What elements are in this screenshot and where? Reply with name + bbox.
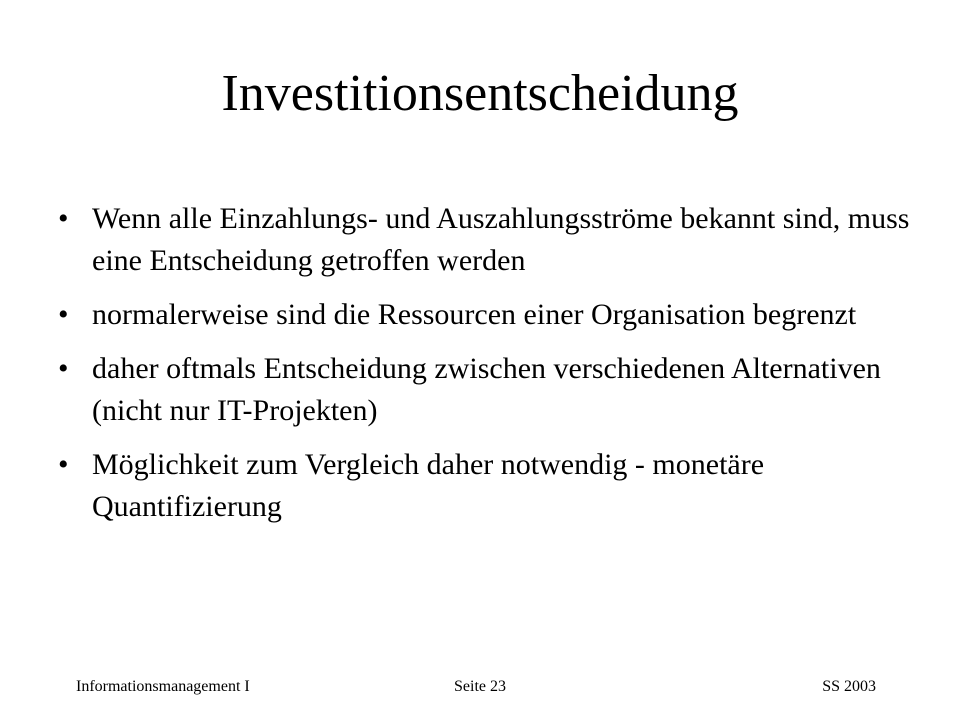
bullet-text-3: daher oftmals Entscheidung zwischen verschiedenen Alternativen (nicht nur IT-Projekten): [92, 352, 881, 427]
bullet-item-1: [58, 198, 918, 282]
bullet-item-2: [58, 294, 918, 336]
bullet-text-1: Wenn alle Einzahlungs- und Auszahlungsströme bekannt sind, muss eine Entscheidung getroffen werden: [92, 202, 910, 277]
footer-semester: SS 2003: [822, 678, 876, 695]
bullet-item-3: [58, 348, 918, 432]
bullet-dot-icon: •: [58, 448, 69, 481]
bullet-dot-icon: •: [58, 202, 69, 235]
bullet-text-4: Möglichkeit zum Vergleich daher notwendig - monetäre Quantifizierung: [92, 448, 765, 523]
bullet-item-4: [58, 444, 918, 528]
footer-page-number: Seite 23: [454, 678, 506, 695]
bullet-dot-icon: •: [58, 298, 69, 331]
footer-course-name: Informationsmanagement I: [76, 678, 250, 695]
slide-title: Investitionsentscheidung: [221, 65, 739, 122]
bullet-list: [58, 198, 918, 540]
bullet-text-2: normalerweise sind die Ressourcen einer Organisation begrenzt: [92, 298, 857, 331]
bullet-dot-icon: •: [58, 352, 69, 385]
